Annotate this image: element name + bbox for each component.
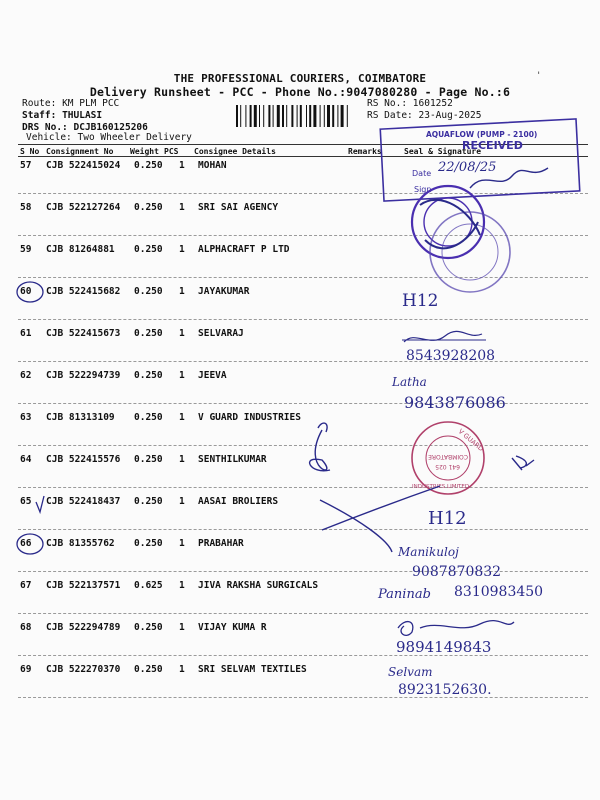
received-stamp-date-label: Date bbox=[412, 169, 432, 178]
row-pcs: 1 bbox=[179, 664, 185, 675]
table-row bbox=[0, 286, 600, 300]
row-consignment-no: CJB 522137571 bbox=[46, 580, 121, 591]
row-pcs: 1 bbox=[179, 580, 185, 591]
row-pcs: 1 bbox=[179, 160, 185, 171]
runsheet-title: Delivery Runsheet - PCC - Phone No.:9047080280 - Page No.:6 bbox=[89, 85, 511, 99]
row60-note: H12 bbox=[402, 291, 439, 311]
row-sno: 60 bbox=[20, 286, 32, 297]
route-value: KM PLM PCC bbox=[62, 98, 120, 109]
header-top-rule bbox=[18, 144, 588, 145]
row-consignee: JAYAKUMAR bbox=[198, 286, 250, 297]
row-weight: 0.250 bbox=[134, 454, 163, 465]
row-consignee: SENTHILKUMAR bbox=[198, 454, 267, 465]
company-title: THE PROFESSIONAL COURIERS, COIMBATORE bbox=[173, 72, 427, 85]
row-divider bbox=[18, 193, 588, 194]
row-pcs: 1 bbox=[179, 496, 185, 507]
drs-label: DRS No.: bbox=[22, 122, 68, 133]
corner-mark: ' bbox=[536, 71, 542, 81]
row-consignee: JEEVA bbox=[198, 370, 227, 381]
row-consignment-no: CJB 522415576 bbox=[46, 454, 121, 465]
row-sno: 67 bbox=[20, 580, 32, 591]
row-pcs: 1 bbox=[179, 328, 185, 339]
row-consignee: SRI SELVAM TEXTILES bbox=[198, 664, 307, 675]
row68-phone: 9894149843 bbox=[396, 638, 492, 656]
route-label: Route: bbox=[22, 98, 57, 109]
staff-line bbox=[22, 110, 102, 121]
row-weight: 0.625 bbox=[134, 580, 163, 591]
row-divider bbox=[18, 361, 588, 362]
staff-label: Staff: bbox=[22, 110, 57, 121]
row62-name: Latha bbox=[392, 375, 427, 389]
row-consignment-no: CJB 81264881 bbox=[46, 244, 115, 255]
row-divider bbox=[18, 655, 588, 656]
col-header-remarks: Remarks bbox=[348, 147, 382, 156]
route-line bbox=[22, 98, 119, 109]
row-pcs: 1 bbox=[179, 412, 185, 423]
rs-no-line bbox=[367, 98, 453, 109]
row-sno: 69 bbox=[20, 664, 32, 675]
row69-phone: 8923152630. bbox=[398, 682, 492, 698]
row66-name: Manikuloj bbox=[398, 545, 459, 559]
row-consignment-no: CJB 522415024 bbox=[46, 160, 121, 171]
row-consignee: V GUARD INDUSTRIES bbox=[198, 412, 301, 423]
row-sno: 62 bbox=[20, 370, 32, 381]
col-header-consignee: Consignee Details bbox=[194, 147, 276, 156]
row61-phone: 8543928208 bbox=[406, 348, 496, 364]
row-sno: 57 bbox=[20, 160, 32, 171]
table-row bbox=[0, 370, 600, 384]
row-weight: 0.250 bbox=[134, 244, 163, 255]
received-stamp-title: AQUAFLOW (PUMP - 2100) bbox=[426, 130, 538, 139]
row-weight: 0.250 bbox=[134, 538, 163, 549]
vehicle-line bbox=[26, 132, 192, 143]
drs-value: DCJB160125206 bbox=[73, 122, 148, 133]
received-stamp-sign-label: Sign bbox=[414, 185, 432, 194]
staff-value: THULASI bbox=[62, 110, 103, 121]
row-weight: 0.250 bbox=[134, 412, 163, 423]
row-divider bbox=[18, 319, 588, 320]
row-pcs: 1 bbox=[179, 622, 185, 633]
row-pcs: 1 bbox=[179, 286, 185, 297]
row-weight: 0.250 bbox=[134, 664, 163, 675]
barcode-image bbox=[236, 105, 364, 127]
row-weight: 0.250 bbox=[134, 160, 163, 171]
row-divider bbox=[18, 403, 588, 404]
row-sno: 68 bbox=[20, 622, 32, 633]
row-divider bbox=[18, 277, 588, 278]
table-row bbox=[0, 580, 600, 594]
table-row bbox=[0, 244, 600, 258]
row-sno: 58 bbox=[20, 202, 32, 213]
row66-phone: 9087870832 bbox=[412, 564, 502, 580]
table-row bbox=[0, 160, 600, 174]
vehicle-value: Two Wheeler Delivery bbox=[77, 132, 192, 143]
row-divider bbox=[18, 235, 588, 236]
row-consignment-no: CJB 522270370 bbox=[46, 664, 121, 675]
vguard-stamp-city: COIMBATORE bbox=[428, 453, 468, 460]
row67-name: Paninab bbox=[378, 587, 431, 602]
row-consignee: SELVARAJ bbox=[198, 328, 244, 339]
vguard-stamp-pin: 641 025 bbox=[435, 463, 460, 470]
rs-date-value: 23-Aug-2025 bbox=[418, 110, 482, 121]
row-consignment-no: CJB 522415673 bbox=[46, 328, 121, 339]
vehicle-label: Vehicle: bbox=[26, 132, 72, 143]
row-divider bbox=[18, 445, 588, 446]
col-header-sno: S No bbox=[20, 147, 40, 156]
row-sno: 65 bbox=[20, 496, 32, 507]
row-weight: 0.250 bbox=[134, 370, 163, 381]
row-sno: 59 bbox=[20, 244, 32, 255]
row-consignment-no: CJB 522127264 bbox=[46, 202, 121, 213]
row-weight: 0.250 bbox=[134, 202, 163, 213]
rs-no-value: 1601252 bbox=[412, 98, 453, 109]
row-consignment-no: CJB 522294739 bbox=[46, 370, 121, 381]
col-header-seal: Seal & Signature bbox=[404, 147, 482, 156]
row-divider bbox=[18, 571, 588, 572]
row-sno: 63 bbox=[20, 412, 32, 423]
table-row bbox=[0, 664, 600, 678]
table-row bbox=[0, 622, 600, 636]
row62-phone: 9843876086 bbox=[404, 393, 506, 412]
row-consignee: SRI SAI AGENCY bbox=[198, 202, 279, 213]
col-header-weight: Weight bbox=[130, 147, 159, 156]
received-stamp-date-value: 22/08/25 bbox=[438, 160, 497, 175]
row-consignment-no: CJB 81313109 bbox=[46, 412, 115, 423]
vguard-stamp-bottom: INDUSTRIES LIMITED bbox=[412, 484, 470, 490]
row-consignment-no: CJB 81355762 bbox=[46, 538, 115, 549]
rs-no-label: RS No.: bbox=[367, 98, 408, 109]
table-row bbox=[0, 454, 600, 468]
row-consignee: MOHAN bbox=[198, 160, 227, 171]
vguard-stamp-top: V GUARD bbox=[456, 427, 486, 453]
row-consignee: AASAI BROLIERS bbox=[198, 496, 279, 507]
table-row bbox=[0, 538, 600, 552]
row-divider bbox=[18, 487, 588, 488]
rs-date-line bbox=[367, 110, 481, 121]
rs-date-label: RS Date: bbox=[367, 110, 413, 121]
row-consignee: ALPHACRAFT P LTD bbox=[198, 244, 290, 255]
row-pcs: 1 bbox=[179, 244, 185, 255]
row-weight: 0.250 bbox=[134, 328, 163, 339]
table-row bbox=[0, 412, 600, 426]
row-weight: 0.250 bbox=[134, 622, 163, 633]
row-weight: 0.250 bbox=[134, 496, 163, 507]
row65-note: H12 bbox=[428, 508, 467, 529]
table-row bbox=[0, 202, 600, 216]
table-row bbox=[0, 496, 600, 510]
row-pcs: 1 bbox=[179, 538, 185, 549]
header-bottom-rule bbox=[18, 156, 588, 157]
row-divider bbox=[18, 529, 588, 530]
row-consignment-no: CJB 522418437 bbox=[46, 496, 121, 507]
row-divider bbox=[18, 613, 588, 614]
row-sno: 61 bbox=[20, 328, 32, 339]
row-consignment-no: CJB 522415682 bbox=[46, 286, 121, 297]
row-consignment-no: CJB 522294789 bbox=[46, 622, 121, 633]
row69-name: Selvam bbox=[388, 665, 433, 679]
row-consignee: JIVA RAKSHA SURGICALS bbox=[198, 580, 319, 591]
row-divider bbox=[18, 697, 588, 698]
row-pcs: 1 bbox=[179, 454, 185, 465]
row-pcs: 1 bbox=[179, 202, 185, 213]
col-header-pcs: PCS bbox=[164, 147, 179, 156]
table-row bbox=[0, 328, 600, 342]
row-sno: 64 bbox=[20, 454, 32, 465]
col-header-consignment: Consignment No bbox=[46, 147, 114, 156]
received-stamp-word: RECEIVED bbox=[462, 139, 523, 152]
row-pcs: 1 bbox=[179, 370, 185, 381]
row-sno: 66 bbox=[20, 538, 32, 549]
row67-phone: 8310983450 bbox=[454, 584, 544, 600]
row-weight: 0.250 bbox=[134, 286, 163, 297]
row-consignee: VIJAY KUMA R bbox=[198, 622, 267, 633]
row-consignee: PRABAHAR bbox=[198, 538, 244, 549]
